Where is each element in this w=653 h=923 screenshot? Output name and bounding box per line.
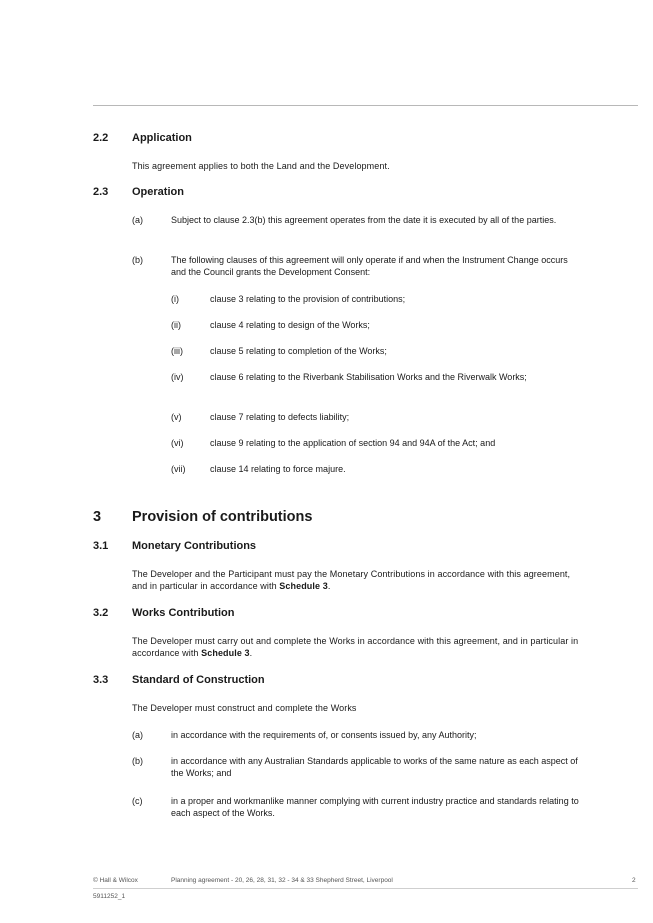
clause-text [132, 568, 582, 592]
section-number: 3 [93, 509, 102, 525]
item-text: clause 9 relating to the application of section 94 and 94A of the Act; and [210, 438, 496, 448]
footer-page-number: 2 [632, 877, 636, 884]
sub-label: (b) [132, 756, 143, 766]
clause-heading: Operation [132, 186, 184, 198]
sub-text: Subject to clause 2.3(b) this agreement operates from the date it is executed by all of the parties. [171, 215, 557, 225]
footer-document-id: 5911252_1 [93, 893, 126, 900]
footer-rule [93, 888, 638, 889]
sub-text: The following clauses of this agreement will only operate if and when the Instrument Change occurs and the Council grants the Development Consent: [171, 255, 568, 277]
item-label: (ii) [171, 320, 181, 330]
clause-text [132, 635, 582, 659]
footer-copyright: © Hall & Wilcox [93, 877, 138, 884]
sub-text: in accordance with any Australian Standards applicable to works of the same nature as each aspect of the Works; and [171, 756, 578, 778]
item-text: clause 14 relating to force majure. [210, 464, 346, 474]
clause-number: 2.3 [93, 186, 109, 198]
item-text: clause 6 relating to the Riverbank Stabilisation Works and the Riverwalk Works; [210, 372, 527, 382]
clause-heading: Monetary Contributions [132, 540, 257, 552]
clause-text-part: . [249, 648, 253, 658]
sub-label: (c) [132, 796, 143, 806]
clause-text-part: The Developer must carry out and complete the Works in accordance with this agreement, and in particular in accordance with [132, 636, 579, 658]
header-rule [93, 105, 638, 106]
section-heading: Provision of contributions [132, 509, 313, 525]
sub-label: (a) [132, 215, 143, 225]
clause-number: 2.2 [93, 132, 109, 144]
item-text: clause 4 relating to design of the Works; [210, 320, 370, 330]
item-label: (iv) [171, 372, 184, 382]
item-label: (vii) [171, 464, 186, 474]
item-label: (v) [171, 412, 182, 422]
clause-text: This agreement applies to both the Land and the Development. [132, 161, 390, 171]
clause-heading: Works Contribution [132, 607, 235, 619]
schedule-reference: Schedule 3 [201, 648, 250, 658]
item-label: (i) [171, 294, 179, 304]
clause-text-part: The Developer and the Participant must pay the Monetary Contributions in accordance with this agreement, and in particular in accordance with [132, 569, 571, 591]
clause-text: The Developer must construct and complete the Works [132, 703, 357, 713]
item-label: (vi) [171, 438, 184, 448]
item-text: clause 7 relating to defects liability; [210, 412, 350, 422]
sub-label: (a) [132, 730, 143, 740]
clause-number: 3.2 [93, 607, 109, 619]
sub-label: (b) [132, 255, 143, 265]
sub-text: in a proper and workmanlike manner complying with current industry practice and standards relating to each aspect of the Works. [171, 796, 579, 818]
footer-document-title: Planning agreement - 20, 26, 28, 31, 32 - 34 & 33 Shepherd Street, Liverpool [171, 877, 393, 884]
sub-text: in accordance with the requirements of, or consents issued by, any Authority; [171, 730, 477, 740]
item-text: clause 5 relating to completion of the Works; [210, 346, 387, 356]
schedule-reference: Schedule 3 [279, 581, 328, 591]
clause-number: 3.1 [93, 540, 109, 552]
clause-heading: Application [132, 132, 192, 144]
clause-heading: Standard of Construction [132, 674, 265, 686]
item-label: (iii) [171, 346, 183, 356]
clause-number: 3.3 [93, 674, 109, 686]
clause-text-part: . [327, 581, 331, 591]
item-text: clause 3 relating to the provision of contributions; [210, 294, 406, 304]
